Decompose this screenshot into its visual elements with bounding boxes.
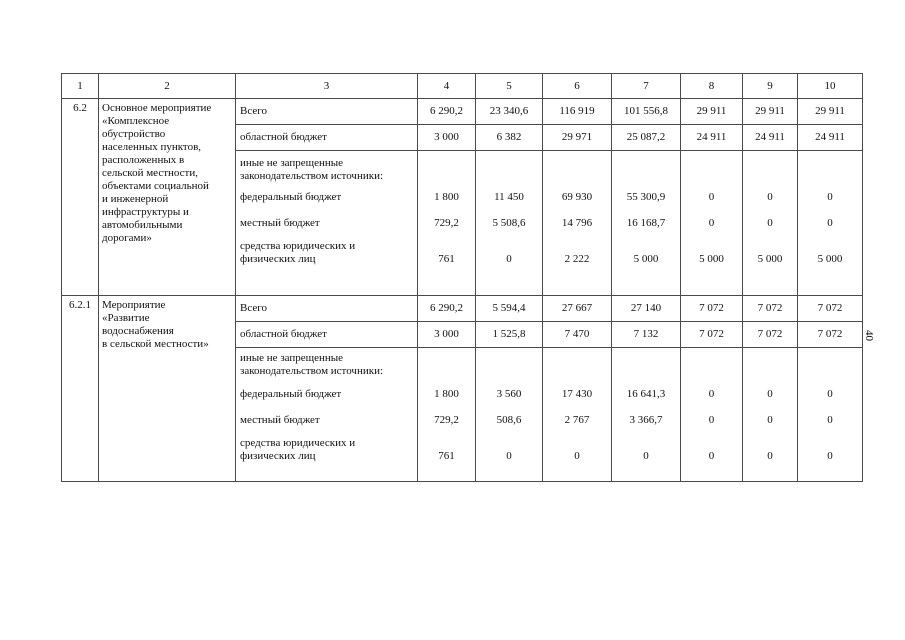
value-text: 3 366,7: [629, 414, 663, 426]
item-description: [99, 296, 236, 482]
header-cell: 8: [681, 74, 743, 99]
value-cell: 25 087,2: [612, 125, 681, 151]
value-cell: 6 290,2: [418, 99, 476, 125]
source-cell: [236, 348, 418, 482]
description-line: «Комплексное: [102, 115, 170, 127]
value-cell: 24 911: [743, 125, 798, 151]
value-text: 0: [708, 217, 715, 229]
value-cell: [743, 348, 798, 482]
value-text: 5 000: [699, 253, 724, 265]
source-label: Всего: [236, 99, 418, 125]
value-text: 5 000: [817, 253, 843, 265]
other-sources-label: законодательством источники:: [240, 365, 384, 377]
description-line: обустройство: [102, 128, 166, 140]
value-text: 14 796: [561, 217, 593, 229]
source-label: средства юридических и: [240, 240, 356, 252]
value-text: 0: [506, 253, 512, 265]
description-line: инфраструктуры и: [102, 206, 189, 218]
value-cell: [681, 348, 743, 482]
budget-table: [61, 73, 863, 482]
value-text: 0: [767, 450, 773, 462]
value-text: 508,6: [496, 414, 522, 426]
value-cell: [681, 151, 743, 296]
value-text: 0: [827, 414, 833, 426]
value-cell: 24 911: [798, 125, 863, 151]
value-text: 0: [767, 388, 773, 400]
description-line: расположенных в: [102, 154, 185, 166]
value-text: 0: [506, 450, 512, 462]
source-label: областной бюджет: [236, 125, 418, 151]
header-cell: 10: [798, 74, 863, 99]
value-cell: 7 072: [681, 296, 743, 322]
value-cell: 7 132: [612, 322, 681, 348]
value-cell: 101 556,8: [612, 99, 681, 125]
value-cell: 29 911: [681, 99, 743, 125]
description-line: объектами социальной: [102, 180, 209, 192]
header-cell: 2: [99, 74, 236, 99]
value-cell: [743, 151, 798, 296]
value-cell: 23 340,6: [476, 99, 543, 125]
item-code: [62, 99, 99, 296]
description-line: Основное мероприятие: [102, 102, 212, 114]
value-cell: [476, 151, 543, 296]
other-sources-label: иные не запрещенные: [240, 352, 344, 364]
value-cell: 7 072: [798, 322, 863, 348]
value-cell: 24 911: [681, 125, 743, 151]
item-code: [62, 296, 99, 482]
page-number: 40: [863, 330, 875, 341]
value-cell: 7 072: [798, 296, 863, 322]
table-row: [62, 296, 863, 322]
value-cell: 29 911: [798, 99, 863, 125]
source-label: местный бюджет: [240, 414, 320, 426]
value-text: 2 767: [564, 414, 590, 426]
value-cell: [476, 348, 543, 482]
value-text: 3 560: [496, 388, 522, 400]
value-text: 0: [708, 414, 715, 426]
value-cell: 5 594,4: [476, 296, 543, 322]
description-line: сельской местности,: [102, 167, 199, 179]
value-text: 729,2: [434, 414, 459, 426]
description-line: в сельской местности»: [102, 338, 209, 350]
value-text: 0: [827, 191, 833, 203]
source-label: областной бюджет: [236, 322, 418, 348]
value-cell: 29 971: [543, 125, 612, 151]
value-text: 0: [708, 388, 715, 400]
header-cell: 3: [236, 74, 418, 99]
value-cell: [543, 348, 612, 482]
value-text: 0: [827, 388, 833, 400]
source-label: федеральный бюджет: [240, 191, 342, 203]
source-label: Всего: [236, 296, 418, 322]
value-text: 16 641,3: [626, 388, 666, 400]
header-cell: 9: [743, 74, 798, 99]
value-cell: [418, 151, 476, 296]
source-label: физических лиц: [240, 253, 316, 265]
value-cell: [612, 348, 681, 482]
value-cell: 1 525,8: [476, 322, 543, 348]
source-label: федеральный бюджет: [240, 388, 342, 400]
value-cell: 7 072: [743, 296, 798, 322]
value-text: 0: [708, 450, 715, 462]
header-cell: 6: [543, 74, 612, 99]
value-cell: [798, 151, 863, 296]
value-text: 0: [767, 414, 773, 426]
value-text: 761: [438, 450, 455, 462]
value-text: 17 430: [561, 388, 593, 400]
value-cell: 7 072: [743, 322, 798, 348]
item-code-text: 6.2.1: [69, 299, 91, 311]
value-text: 16 168,7: [626, 217, 666, 229]
other-sources-label: законодательством источники:: [240, 170, 384, 182]
header-cell: 1: [62, 74, 99, 99]
value-cell: 7 072: [681, 322, 743, 348]
value-cell: 29 911: [743, 99, 798, 125]
source-label: физических лиц: [240, 450, 316, 462]
value-text: 1 800: [434, 191, 459, 203]
table-body: [62, 74, 863, 482]
description-line: и инженерной: [102, 193, 169, 205]
value-cell: [798, 348, 863, 482]
value-cell: 27 140: [612, 296, 681, 322]
description-line: водоснабжения: [102, 325, 174, 337]
value-text: 729,2: [434, 217, 459, 229]
item-code-text: 6.2: [73, 102, 87, 114]
value-text: 5 000: [757, 253, 783, 265]
value-text: 2 222: [564, 253, 590, 265]
value-text: 5 000: [633, 253, 659, 265]
description-line: населенных пунктов,: [102, 141, 202, 153]
value-text: 0: [767, 217, 773, 229]
other-sources-label: иные не запрещенные: [240, 157, 344, 169]
value-text: 5 508,6: [492, 217, 526, 229]
description-line: «Развитие: [102, 312, 150, 324]
value-cell: 6 290,2: [418, 296, 476, 322]
source-cell: [236, 151, 418, 296]
value-cell: [612, 151, 681, 296]
value-text: 0: [827, 450, 833, 462]
header-cell: 7: [612, 74, 681, 99]
value-cell: 6 382: [476, 125, 543, 151]
value-cell: 7 470: [543, 322, 612, 348]
value-text: 0: [708, 191, 715, 203]
description-line: автомобильными: [102, 219, 183, 231]
item-description: [99, 99, 236, 296]
value-cell: [418, 348, 476, 482]
value-cell: 3 000: [418, 322, 476, 348]
value-text: 0: [643, 450, 649, 462]
value-text: 0: [767, 191, 773, 203]
value-text: 761: [438, 253, 455, 265]
source-label: средства юридических и: [240, 437, 356, 449]
value-text: 55 300,9: [626, 191, 666, 203]
value-text: 11 450: [494, 191, 524, 203]
value-text: 1 800: [434, 388, 459, 400]
value-cell: 116 919: [543, 99, 612, 125]
value-text: 69 930: [561, 191, 593, 203]
source-label: местный бюджет: [240, 217, 320, 229]
value-cell: [543, 151, 612, 296]
value-cell: 3 000: [418, 125, 476, 151]
table-row: [62, 99, 863, 125]
value-text: 0: [574, 450, 580, 462]
description-line: дорогами»: [102, 232, 152, 244]
header-row: [62, 74, 863, 99]
value-text: 0: [827, 217, 833, 229]
value-cell: 27 667: [543, 296, 612, 322]
header-cell: 5: [476, 74, 543, 99]
description-line: Мероприятие: [102, 299, 166, 311]
header-cell: 4: [418, 74, 476, 99]
